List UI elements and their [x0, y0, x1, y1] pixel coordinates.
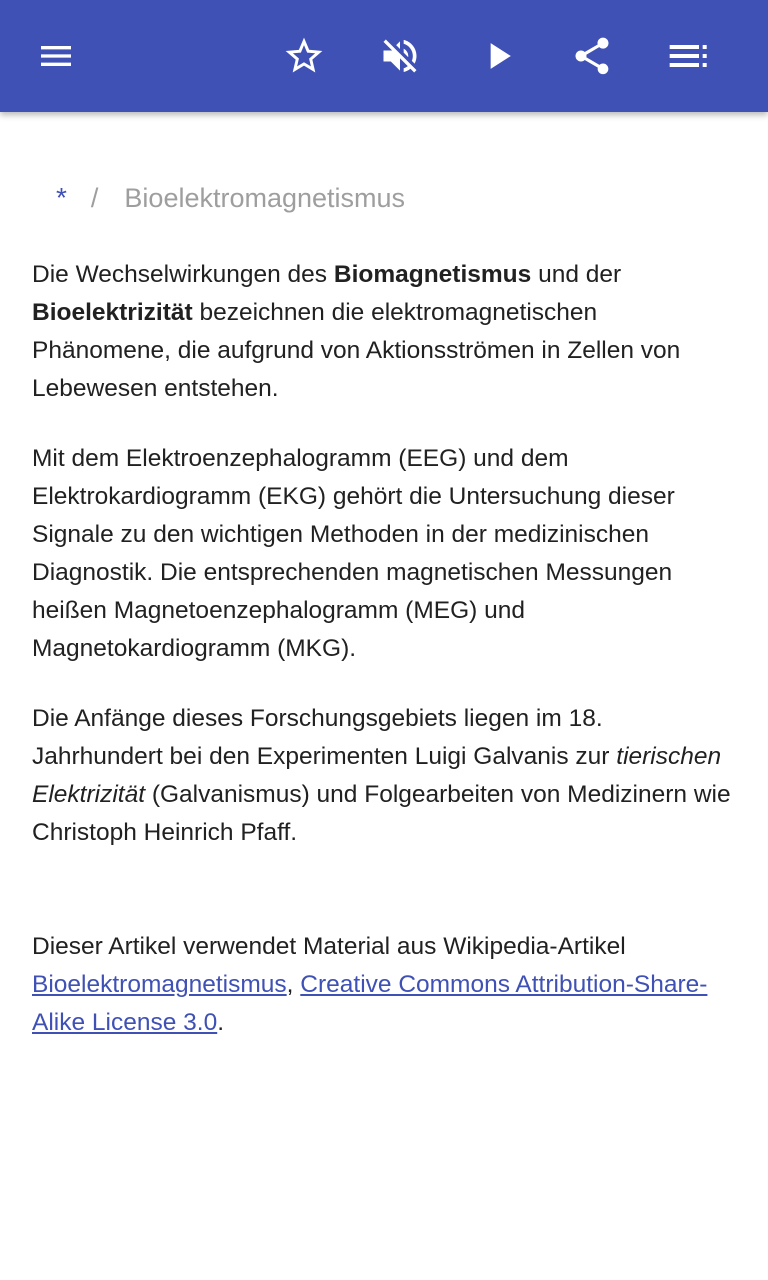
text-span: .: [217, 1009, 225, 1036]
play-button[interactable]: [470, 28, 526, 84]
breadcrumb: [56, 164, 736, 232]
article-paragraph-1: [32, 256, 736, 408]
article-paragraph-2: Mit dem Elektroenzephalogramm (EEG) und dem Elektrokardiogramm (EKG) gehört die Untersuchung dieser Signale zu den wichtigen Methoden in der medizinischen Diagnostik. Die entsprechenden magnetischen Messungen heißen Magnetoenzephalogramm (MEG) und Magnetokardiogramm (MKG).: [32, 445, 675, 662]
attribution-paragraph: [32, 928, 736, 1042]
text-span: und der: [531, 261, 622, 288]
hamburger-menu-icon: [36, 36, 76, 76]
text-span: Die Anfänge dieses Forschungsgebiets liegen im 18. Jahrhundert bei den Experimenten Luigi Galvanis zur: [32, 705, 617, 770]
article-paragraph-3: [32, 700, 736, 852]
text-span: Dieser Artikel verwendet Material aus Wikipedia-Artikel: [32, 933, 626, 960]
wikipedia-article-link[interactable]: Bioelektromagnetismus: [32, 971, 287, 998]
mute-button[interactable]: [372, 28, 428, 84]
article-content: [32, 164, 736, 1074]
star-outline-icon: [282, 34, 326, 78]
bold-term-bioelektrizitaet: Bioelektrizität: [32, 299, 193, 326]
playlist-button[interactable]: [660, 28, 716, 84]
volume-off-icon: [378, 34, 422, 78]
bold-term-biomagnetismus: Biomagnetismus: [333, 261, 532, 288]
text-span: bezeichnen die elektromagnetischen Phänomene, die aufgrund von Aktionsströmen in Zellen von Lebewesen entstehen.: [32, 299, 681, 402]
breadcrumb-separator: /: [90, 182, 99, 213]
play-icon: [476, 34, 520, 78]
share-icon: [570, 34, 614, 78]
italic-term: tierischen Elektrizität: [32, 743, 722, 808]
breadcrumb-home-link[interactable]: *: [56, 182, 67, 213]
app-bar: [0, 0, 768, 112]
breadcrumb-current: Bioelektromagnetismus: [124, 182, 406, 213]
text-span: (Galvanismus) und Folgearbeiten von Medizinern wie Christoph Heinrich Pfaff.: [32, 781, 731, 846]
menu-button[interactable]: [28, 28, 84, 84]
license-link[interactable]: Creative Commons Attribution-Share-Alike License 3.0: [32, 971, 708, 1036]
favorite-button[interactable]: [276, 28, 332, 84]
text-span: Die Wechselwirkungen des: [32, 261, 334, 288]
share-button[interactable]: [564, 28, 620, 84]
playlist-icon: [666, 34, 710, 78]
text-span: ,: [286, 971, 301, 998]
